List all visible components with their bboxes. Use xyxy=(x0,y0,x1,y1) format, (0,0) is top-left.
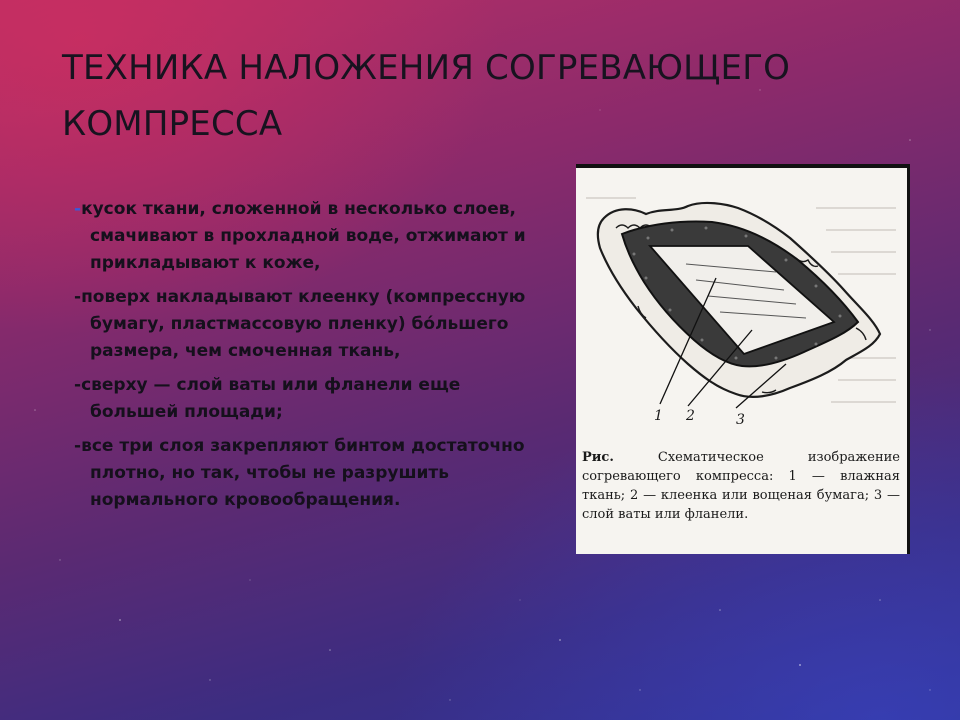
figure-label-1: 1 xyxy=(654,408,663,424)
bullet-item xyxy=(74,372,544,426)
bullet-text: поверх накладывают клеенку (компрессную бумагу, пластмассовую пленку) бо́льшего размера, чем смоченная ткань, xyxy=(81,287,526,361)
figure-caption-text: Схематическое изображение согревающего компресса: 1 — влажная ткань; 2 — клеенка или вощеная бумага; 3 — слой ваты или фланели. xyxy=(582,450,900,522)
slide-title xyxy=(62,40,882,152)
bullet-item xyxy=(74,433,544,514)
bullet-text: все три слоя закрепляют бинтом достаточно плотно, но так, чтобы не разрушить нормального кровообращения. xyxy=(81,436,525,510)
slide-title-line-1: ТЕХНИКА НАЛОЖЕНИЯ СОГРЕВАЮЩЕГО xyxy=(62,48,791,88)
bullet-dash: - xyxy=(74,287,82,307)
compress-drawing xyxy=(576,168,907,448)
bullet-list xyxy=(74,196,544,521)
bullet-item xyxy=(74,284,544,365)
figure-label-2: 2 xyxy=(686,408,695,424)
bullet-dash: - xyxy=(74,199,82,219)
slide-title-line-2: КОМПРЕССА xyxy=(62,104,283,144)
bullet-text: сверху — слой ваты или фланели еще большей площади; xyxy=(81,375,461,422)
figure-label-3: 3 xyxy=(736,412,745,428)
figure-caption-lead: Рис. xyxy=(582,450,614,465)
figure-caption xyxy=(582,448,900,524)
bullet-text: кусок ткани, сложенной в несколько слоев, смачивают в прохладной воде, отжимают и прикладывают к коже, xyxy=(81,199,526,273)
compress-figure xyxy=(576,164,910,554)
bullet-dash: - xyxy=(74,375,82,395)
bullet-item xyxy=(74,196,544,277)
bullet-dash: - xyxy=(74,436,82,456)
